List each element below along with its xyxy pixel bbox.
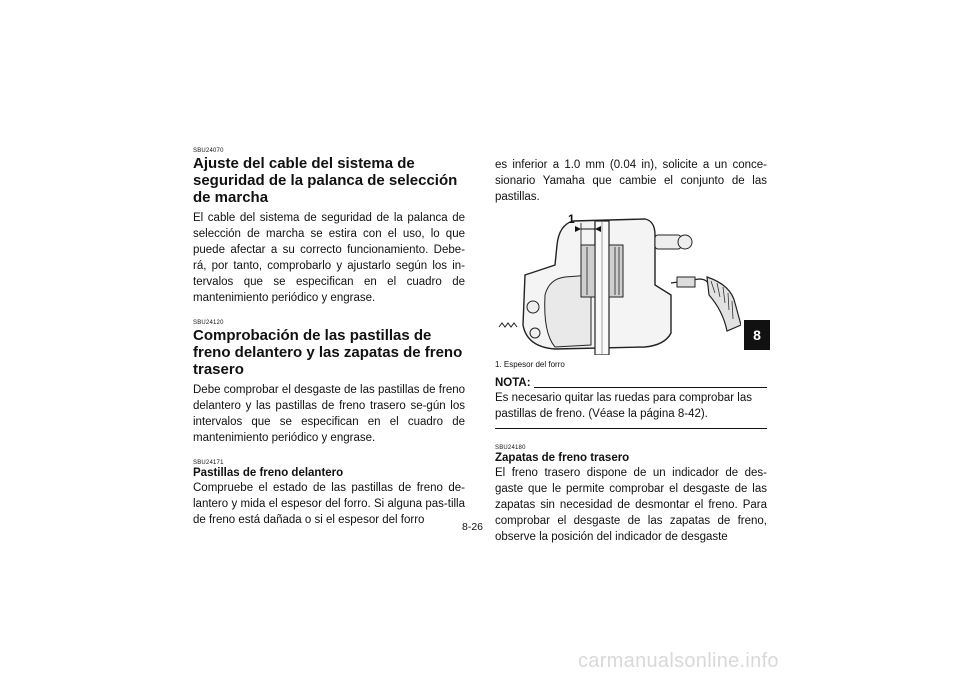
right-column [495, 157, 767, 559]
section-code: SBU24070 [193, 148, 224, 154]
note-end-rule [495, 428, 767, 429]
note-header [495, 377, 767, 390]
continued-text: es inferior a 1.0 mm (0.04 in), solicite a un conce-sionario Yamaha que cambie el conjunto de las pastillas. [495, 159, 767, 203]
brake-pad-figure [495, 212, 741, 355]
figure-callout-1: 1 [568, 212, 575, 226]
section-title: Pastillas de freno delantero [193, 467, 344, 479]
note-text: Es necesario quitar las ruedas para comprobar las pastillas de freno. (Véase la página 8-42). [495, 392, 752, 420]
brake-caliper-illustration [495, 215, 741, 355]
section-text: Debe comprobar el desgaste de las pastillas de freno delantero y las pastillas de freno trasero se-gún los intervalos que se especifican en el cuadro de mantenimiento periódico y engrase. [193, 384, 465, 444]
chapter-tab: 8 [744, 320, 770, 350]
page-number: 8-26 [462, 521, 484, 533]
section-code: SBU24120 [193, 320, 224, 326]
note-rule [534, 386, 767, 388]
section-code: SBU24180 [495, 445, 526, 451]
section-front-pads [193, 460, 465, 528]
watermark: carmanualsonline.info [578, 650, 779, 672]
figure-caption: 1. Espesor del forro [495, 360, 565, 369]
section-code: SBU24171 [193, 460, 224, 466]
note-label: NOTA: [495, 377, 531, 389]
section-shift-cable [193, 148, 465, 306]
left-column [193, 148, 465, 542]
section-rear-shoes [495, 445, 767, 545]
section-title: Zapatas de freno trasero [495, 452, 630, 464]
section-text: El freno trasero dispone de un indicador de des-gaste que le permite comprobar el desgaste de las zapatas sin necesidad de desmontar el freno. Para comprobar el desgaste de las zapatas de freno, observe la posición del indicador de desgaste [495, 467, 767, 543]
section-text: Compruebe el estado de las pastillas de freno de-lantero y mida el espesor del forro. Si alguna pas-tilla de freno está dañada o si el espesor del forro [193, 482, 465, 526]
section-title: Comprobación de las pastillas de freno delantero y las zapatas de freno trasero [193, 327, 463, 378]
section-title: Ajuste del cable del sistema de seguridad de la palanca de selección de marcha [193, 155, 458, 206]
section-text: El cable del sistema de seguridad de la palanca de selección de marcha se estira con el uso, lo que puede afectar a su correcto funcionamiento. Debe-rá, por tanto, comprobarlo y ajustarlo según los in-tervalos que se especifican en el cuadro de mantenimiento periódico y engrase. [193, 212, 465, 304]
section-brake-check [193, 320, 465, 446]
